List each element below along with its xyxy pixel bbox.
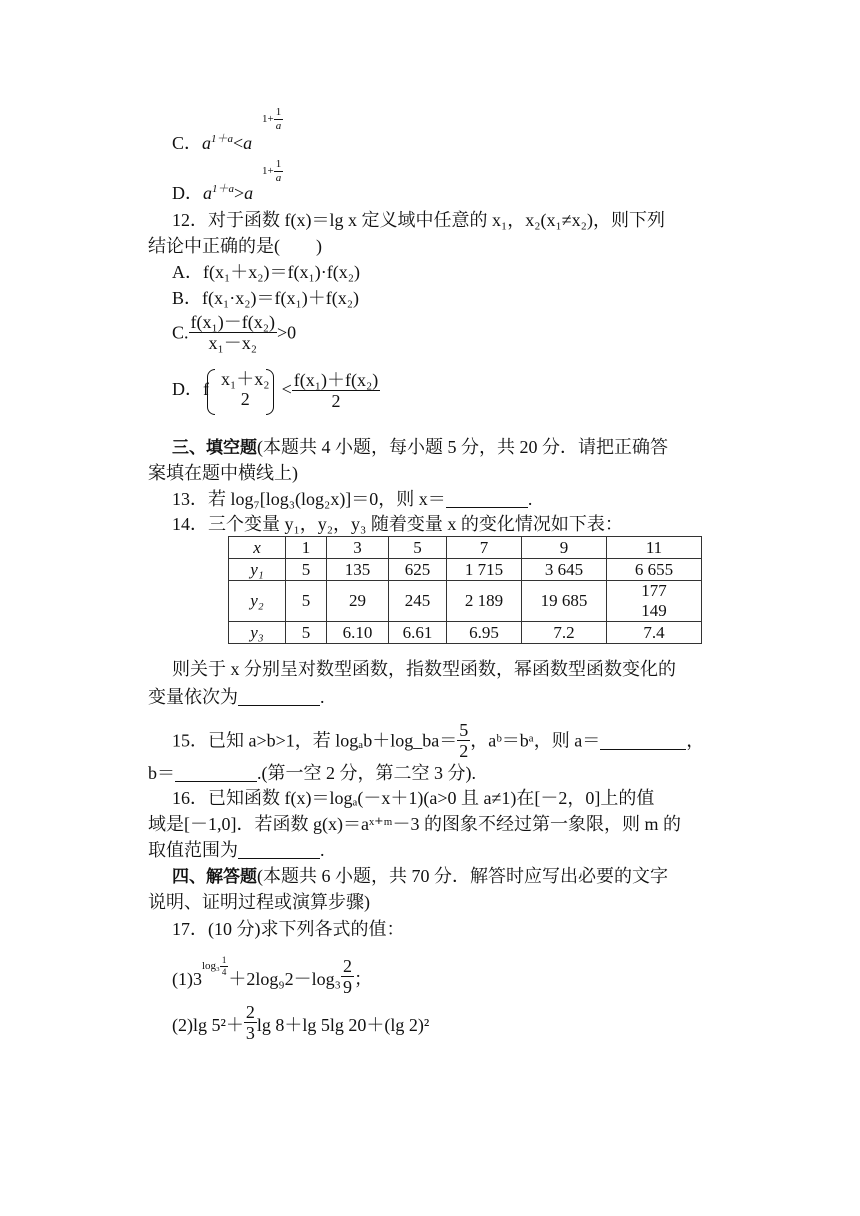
answer-blank[interactable] (175, 763, 257, 782)
q12-option-b: B．f(x₁·x₂)＝f(x₁)＋f(x₂) (172, 288, 360, 308)
table-cell: 7.4 (607, 622, 702, 644)
q14-table (228, 536, 702, 644)
q17-part2: (2)lg 5²＋ $\frac{2}{3}$ lg 8＋lg 5lg 20＋(lg 2)² (172, 1002, 430, 1043)
table-cell: 29 (327, 581, 389, 622)
right-bracket (266, 369, 274, 415)
row-header-cell: y₂ (229, 581, 286, 622)
row-header-cell: y₁ (229, 559, 286, 581)
table-cell: 135 (327, 559, 389, 581)
table-cell: 11 (607, 537, 702, 559)
section4-desc: 说明、证明过程或演算步骤) (148, 892, 370, 912)
answer-blank[interactable] (446, 489, 528, 508)
q16-line2: 域是[－1,0]．若函数 g(x)＝aˣ⁺ᵐ－3 的图象不经过第一象限，则 m 的 (148, 814, 681, 834)
q12-stem-line2: 结论中正确的是( ) (148, 236, 322, 256)
table-cell: 2 189 (447, 581, 522, 622)
table-cell: 5 (286, 622, 327, 644)
section3-desc: 案填在题中横线上) (148, 463, 298, 483)
table-cell: 5 (389, 537, 447, 559)
table-cell: 6.61 (389, 622, 447, 644)
table-cell: 3 (327, 537, 389, 559)
section3-heading: 三、填空题(本题共 4 小题，每小题 5 分，共 20 分．请把正确答 (172, 437, 668, 458)
q12-option-c: C. $\frac{\text{f(x₁)－f(x₂)}}{\text{x₁－x₂}}$ >0 (172, 312, 297, 353)
answer-blank[interactable] (238, 840, 320, 859)
table-cell: 19 685 (522, 581, 607, 622)
table-cell: 7.2 (522, 622, 607, 644)
table-cell: 1 (286, 537, 327, 559)
table-row (229, 559, 702, 581)
q17-part1: $(1)3^{log_3 \frac{1}{4}}$ ＋2log₉2－log₃ $\frac{2}{9}$ ； (172, 955, 372, 998)
row-header-cell: y₃ (229, 622, 286, 644)
table-cell: 245 (389, 581, 447, 622)
q14-stem: 14．三个变量 y₁，y₂，y₃ 随着变量 x 的变化情况如下表： (172, 514, 623, 534)
q15-line1: 15．已知 a>b>1，若 logₐb＋log_ba＝ $\frac{5}{2}$ ，aᵇ＝bᵃ，则 a＝ ， (172, 720, 705, 761)
table-row (229, 537, 702, 559)
table-cell: 5 (286, 581, 327, 622)
q11-option-d-exponent: 1+ $\frac{1}{a}$ (262, 158, 282, 184)
row-header-cell: x (229, 537, 286, 559)
table-row (229, 581, 702, 622)
table-cell: 9 (522, 537, 607, 559)
left-bracket (207, 369, 215, 415)
table-cell: 6.95 (447, 622, 522, 644)
table-cell: 5 (286, 559, 327, 581)
table-cell: 1 715 (447, 559, 522, 581)
q16-line1: 16．已知函数 f(x)＝logₐ(－x＋1)(a>0 且 a≠1)在[－2，0]上的值 (172, 788, 655, 808)
table-row (229, 622, 702, 644)
q14-after-line2: 变量依次为 . (148, 687, 325, 707)
answer-blank[interactable] (238, 687, 320, 706)
table-cell: 3 645 (522, 559, 607, 581)
q16-line3: 取值范围为 . (148, 840, 325, 860)
table-cell: 177 149 (607, 581, 702, 622)
q11-option-c: C．$a^{1+a}<a$ (172, 133, 253, 153)
table-cell: 7 (447, 537, 522, 559)
q13: 13．若 log₇[log₃(log₂x)]＝0，则 x＝ . (172, 489, 533, 509)
q12-option-d: D．f x₁＋x₂ 2 < $\frac{\text{f(x₁)＋f(x₂)}}{2}$ (172, 369, 379, 412)
q17-stem: 17．(10 分)求下列各式的值： (172, 919, 405, 939)
table-cell: 6 655 (607, 559, 702, 581)
section4-heading: 四、解答题(本题共 6 小题，共 70 分．解答时应写出必要的文字 (172, 866, 668, 887)
q15-line2: b＝ .(第一空 2 分，第二空 3 分). (148, 763, 476, 783)
q12-stem-line1: 12．对于函数 f(x)＝lg x 定义域中任意的 x₁，x₂(x₁≠x₂)，则下列 (172, 210, 665, 230)
q11-option-d: D．$a^{1+a}>a$ (172, 183, 254, 203)
answer-blank[interactable] (600, 731, 686, 750)
table-cell: 6.10 (327, 622, 389, 644)
table-cell: 625 (389, 559, 447, 581)
q14-after-line1: 则关于 x 分别呈对数型函数，指数型函数，幂函数型函数变化的 (172, 659, 676, 679)
q11-option-c-exponent: 1+ $\frac{1}{a}$ (262, 106, 282, 132)
q12-option-a: A．f(x₁＋x₂)＝f(x₁)·f(x₂) (172, 262, 361, 282)
